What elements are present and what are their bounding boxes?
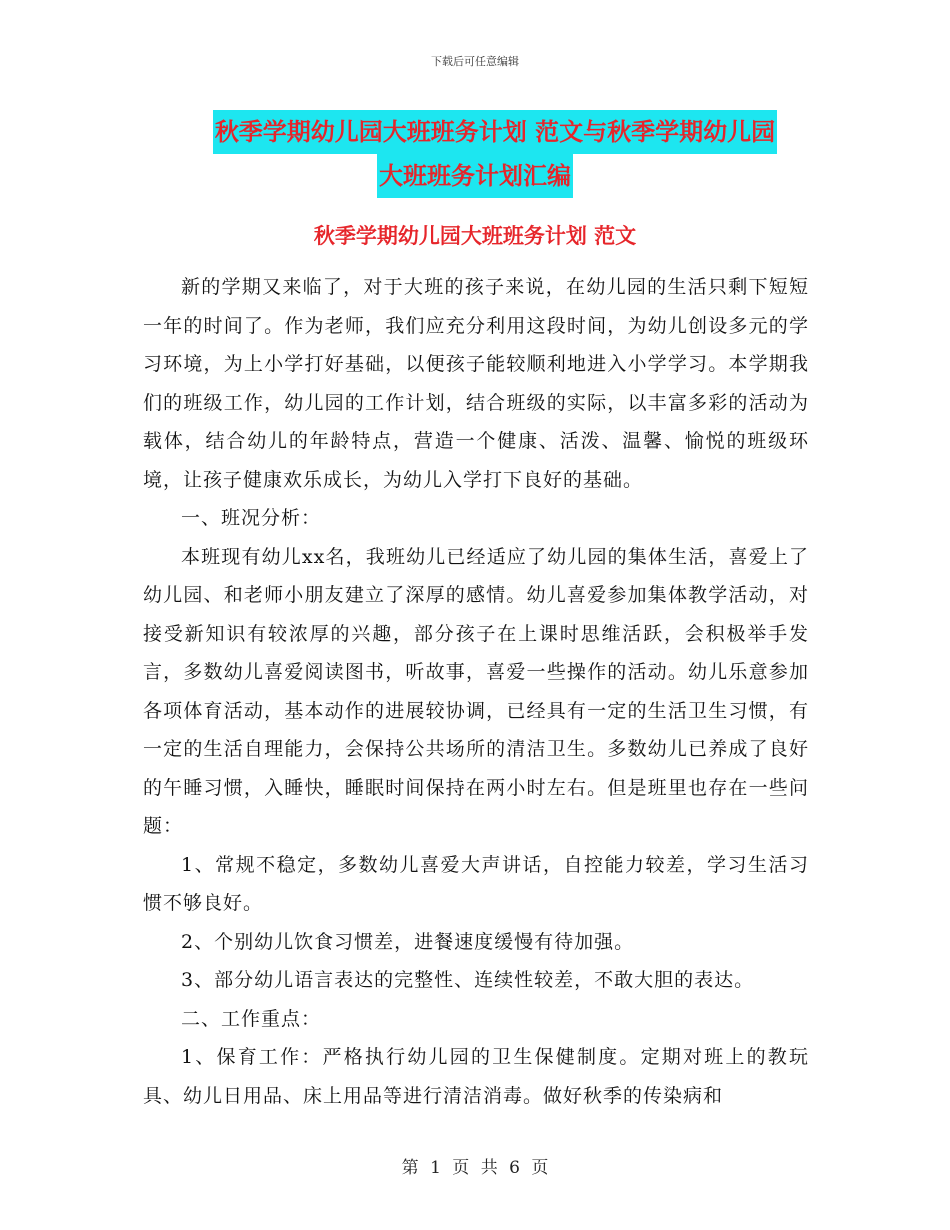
paragraph: 一、班况分析： [181, 507, 322, 529]
paragraph: 二、工作重点： [181, 1007, 322, 1030]
main-title-line-2: 大班班务计划汇编 [377, 154, 573, 198]
main-title-line-1: 秋季学期幼儿园大班班务计划 范文与秋季学期幼儿园 [213, 110, 777, 154]
page-footer: 第 1 页 共 6 页 [401, 1158, 549, 1178]
main-title [0, 110, 950, 198]
paragraph: 新的学期又来临了，对于大班的孩子来说，在幼儿园的生活只剩下短短一年的时间了。作为老师，我们应充分利用这段时间，为幼儿创设多元的学习环境，为上小学打好基础，以便孩子能较顺利地进入小学学习。本学期我们的班级工作，幼儿园的工作计划，结合班级的实际，以丰富多彩的活动为载体，结合幼儿的年龄特点，营造一个健康、活泼、温馨、愉悦的班级环境，让孩子健康欢乐成长，为幼儿入学打下良好的基础。 [143, 276, 809, 491]
paragraph: 本班现有幼儿xx名，我班幼儿已经适应了幼儿园的集体生活，喜爱上了幼儿园、和老师小朋友建立了深厚的感情。幼儿喜爱参加集体教学活动，对接受新知识有较浓厚的兴趣，部分孩子在上课时思维活跃，会积极举手发言，多数幼儿喜爱阅读图书，听故事，喜爱一些操作的活动。幼儿乐意参加各项体育活动，基本动作的进展较协调，已经具有一定的生活卫生习惯，有一定的生活自理能力，会保持公共场所的清洁卫生。多数幼儿已养成了良好的午睡习惯，入睡快，睡眠时间保持在两小时左右。但是班里也存在一些问题： [143, 545, 809, 837]
section-title: 秋季学期幼儿园大班班务计划 范文 [313, 224, 637, 248]
paragraph: 2、个别幼儿饮食习惯差，进餐速度缓慢有待加强。 [181, 930, 635, 953]
paragraph: 1、常规不稳定，多数幼儿喜爱大声讲话，自控能力较差，学习生活习惯不够良好。 [143, 853, 809, 914]
header-note: 下载后可任意编辑 [431, 55, 519, 68]
body-text [143, 268, 809, 1115]
paragraph: 1、保育工作：严格执行幼儿园的卫生保健制度。定期对班上的教玩具、幼儿日用品、床上用品等进行清洁消毒。做好秋季的传染病和 [143, 1046, 809, 1107]
paragraph: 3、部分幼儿语言表达的完整性、连续性较差，不敢大胆的表达。 [181, 969, 755, 991]
